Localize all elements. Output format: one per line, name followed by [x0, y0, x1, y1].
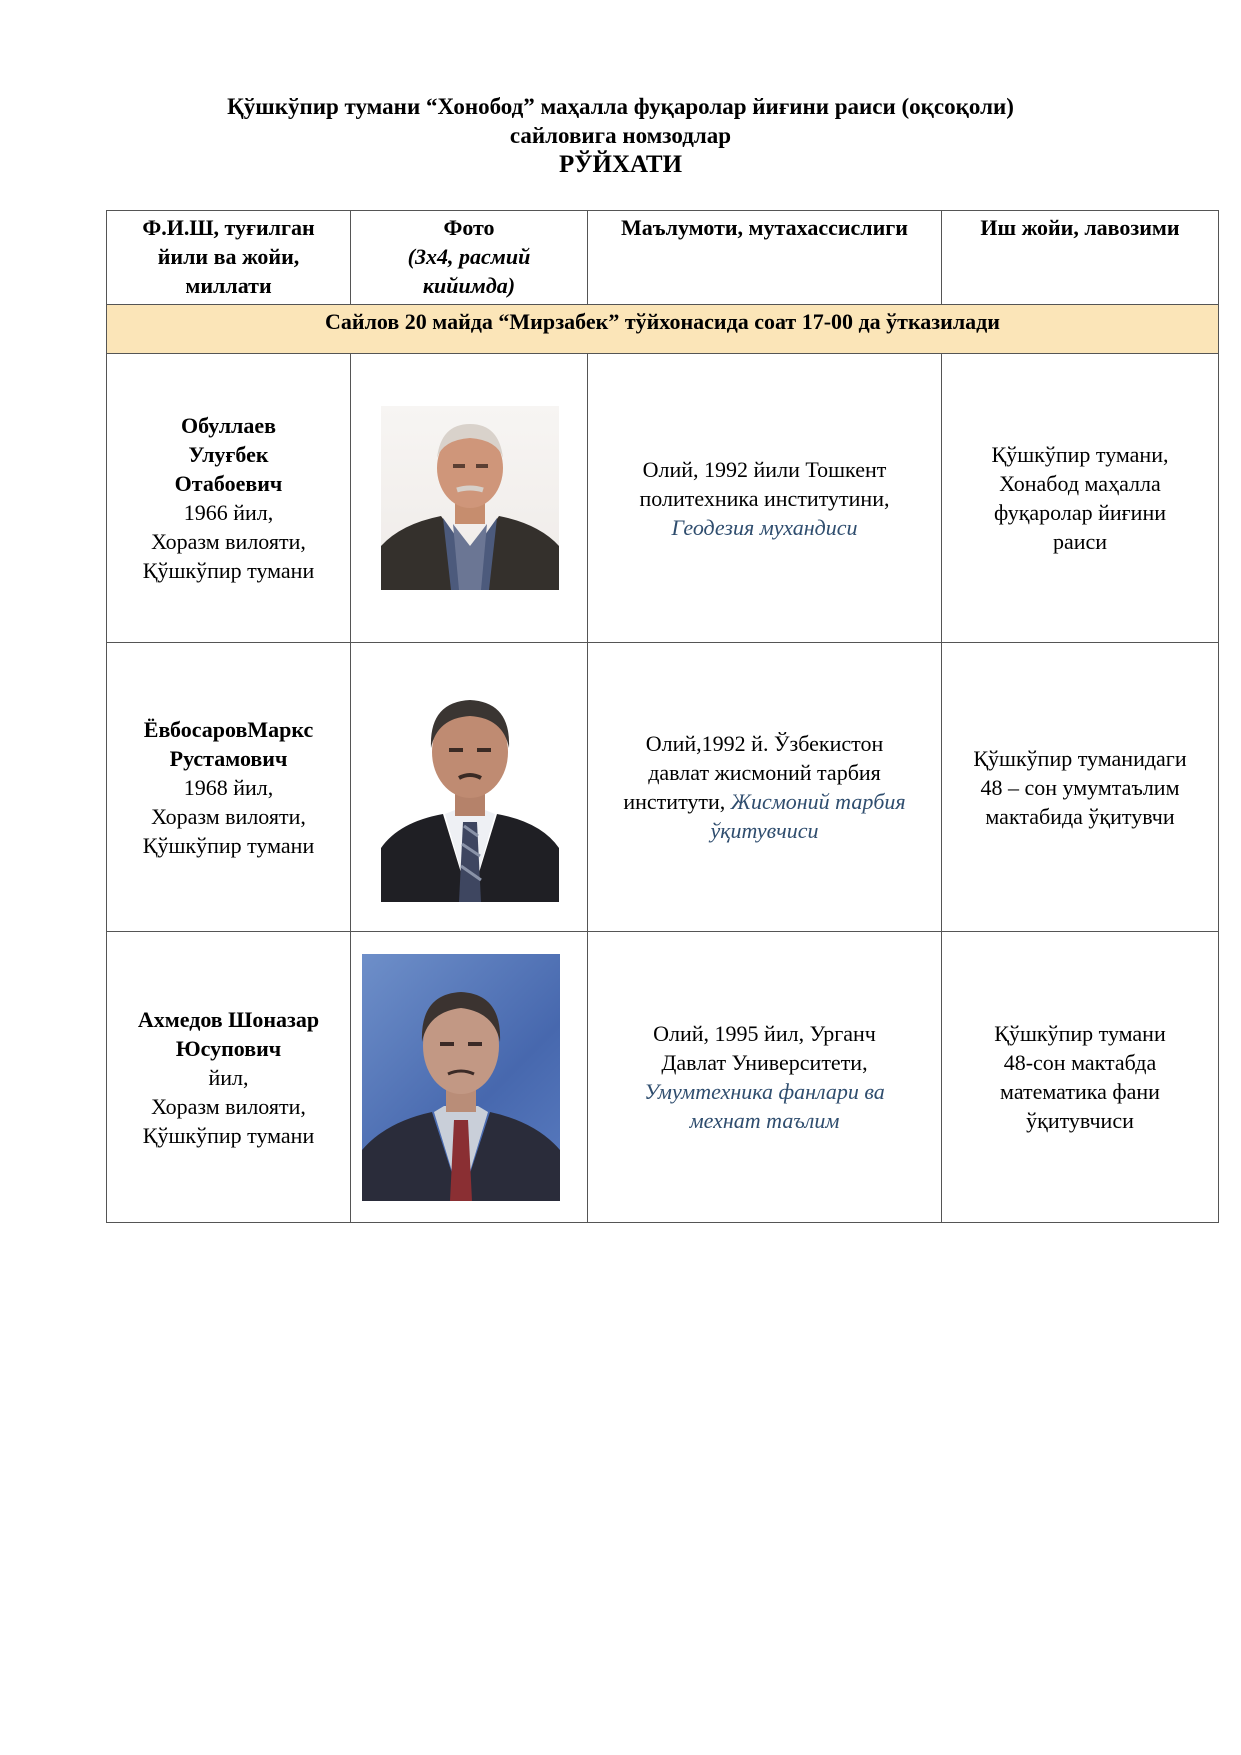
- election-banner: Сайлов 20 майда “Мирзабек” тўйхонасида соат 17-00 да ўтказилади: [107, 305, 1219, 354]
- photo-header-note: (3х4, расмий кийимда): [407, 244, 531, 298]
- education-text: Олий, 1992 йили Тошкент: [642, 456, 887, 482]
- candidate-surname-firstname: ЁвбосаровМаркс: [143, 716, 314, 742]
- birth-year: 1966 йил,: [183, 500, 274, 525]
- election-banner-row: [107, 305, 1219, 354]
- header-row: [107, 211, 1219, 305]
- col-name-header: Ф.И.Ш, туғилган йили ва жойи, миллати: [107, 211, 351, 305]
- portrait-photo-icon: [381, 676, 559, 902]
- education-cell: [588, 932, 942, 1223]
- education-text-2: давлат жисмоний тарбия: [648, 760, 881, 785]
- photo-cell: [351, 354, 588, 643]
- candidate-patronymic: Отабоевич: [174, 471, 283, 496]
- portrait-photo-icon: [362, 954, 560, 1201]
- education-text: Олий,1992 й. Ўзбекистон: [645, 731, 884, 756]
- portrait-photo-1: [381, 406, 559, 590]
- document-heading: [0, 92, 1241, 180]
- education-text: Олий, 1995 йил, Урганч: [653, 1021, 876, 1046]
- candidate-name-cell: [107, 932, 351, 1223]
- work-text-1: Қўшкўпир тумани,: [991, 442, 1169, 467]
- col-work-header: Иш жойи, лавозими: [942, 211, 1219, 305]
- table-row: [107, 354, 1219, 643]
- education-inline: институти,: [623, 789, 726, 814]
- birth-region: Хоразм вилояти,: [151, 529, 306, 554]
- education-cell: [588, 643, 942, 932]
- specialty-2: ўқитувчиси: [710, 818, 819, 843]
- col-education-header: Маълумоти, мутахассислиги: [588, 211, 942, 305]
- candidate-patronymic: Юсупович: [175, 1035, 282, 1061]
- photo-header-title: Фото: [443, 215, 495, 240]
- education-text-3: [602, 787, 927, 816]
- candidate-patronymic: Рустамович: [169, 745, 288, 771]
- work-text-2: 48-сон мактабда: [1003, 1050, 1157, 1075]
- work-cell: [942, 643, 1219, 932]
- portrait-photo-icon: [381, 406, 559, 590]
- birth-district: Қўшкўпир тумани: [142, 558, 315, 583]
- birth-district: Қўшкўпир тумани: [142, 1122, 315, 1148]
- work-text-1: Қўшкўпир туманидаги: [973, 745, 1187, 771]
- birth-district: Қўшкўпир тумани: [142, 832, 315, 858]
- work-text-4: раиси: [1052, 529, 1108, 554]
- work-cell: [942, 932, 1219, 1223]
- candidate-firstname: Улуғбек: [188, 442, 269, 467]
- photo-cell: [351, 932, 588, 1223]
- education-cell: [588, 354, 942, 643]
- portrait-photo-2: [381, 676, 559, 902]
- photo-cell: [351, 643, 588, 932]
- work-cell: [942, 354, 1219, 643]
- birth-region: Хоразм вилояти,: [151, 803, 306, 829]
- table-row: [107, 932, 1219, 1223]
- specialty: Жисмоний тарбия: [730, 789, 906, 814]
- work-text-3: математика фани: [1000, 1079, 1160, 1104]
- heading-line-2: сайловига номзодлар: [509, 123, 732, 148]
- specialty-2: мехнат таълим: [689, 1108, 840, 1133]
- candidates-table: [106, 210, 1219, 1223]
- heading-line-3: РЎЙХАТИ: [558, 151, 683, 178]
- birth-region: Хоразм вилояти,: [151, 1093, 306, 1119]
- birth-year: йил,: [208, 1064, 249, 1090]
- col-photo-header: [351, 211, 588, 305]
- heading-line-1: Қўшкўпир тумани “Хонобод” маҳалла фуқаролар йиғини раиси (оқсоқоли): [227, 94, 1014, 119]
- candidate-surname: Обуллаев: [180, 413, 277, 438]
- work-text-3: фуқаролар йиғини: [993, 500, 1166, 525]
- specialty: Умумтехника фанлари ва: [644, 1079, 885, 1104]
- specialty: Геодезия мухандиси: [671, 514, 858, 540]
- candidate-name-cell: [107, 643, 351, 932]
- work-text-3: мактабида ўқитувчи: [985, 803, 1175, 829]
- portrait-photo-3: [362, 954, 560, 1201]
- work-text-1: Қўшкўпир тумани: [994, 1021, 1166, 1046]
- candidate-name-cell: [107, 354, 351, 643]
- work-text-4: ўқитувчиси: [1026, 1108, 1134, 1133]
- education-text-2: Давлат Университети,: [661, 1050, 868, 1075]
- work-text-2: Хонабод маҳалла: [999, 471, 1161, 496]
- table-row: [107, 643, 1219, 932]
- candidate-surname-firstname: Ахмедов Шоназар: [137, 1006, 320, 1032]
- work-text-2: 48 – сон умумтаълим: [980, 774, 1180, 800]
- education-text-2: политехника институтини,: [639, 485, 890, 511]
- birth-year: 1968 йил,: [183, 774, 274, 800]
